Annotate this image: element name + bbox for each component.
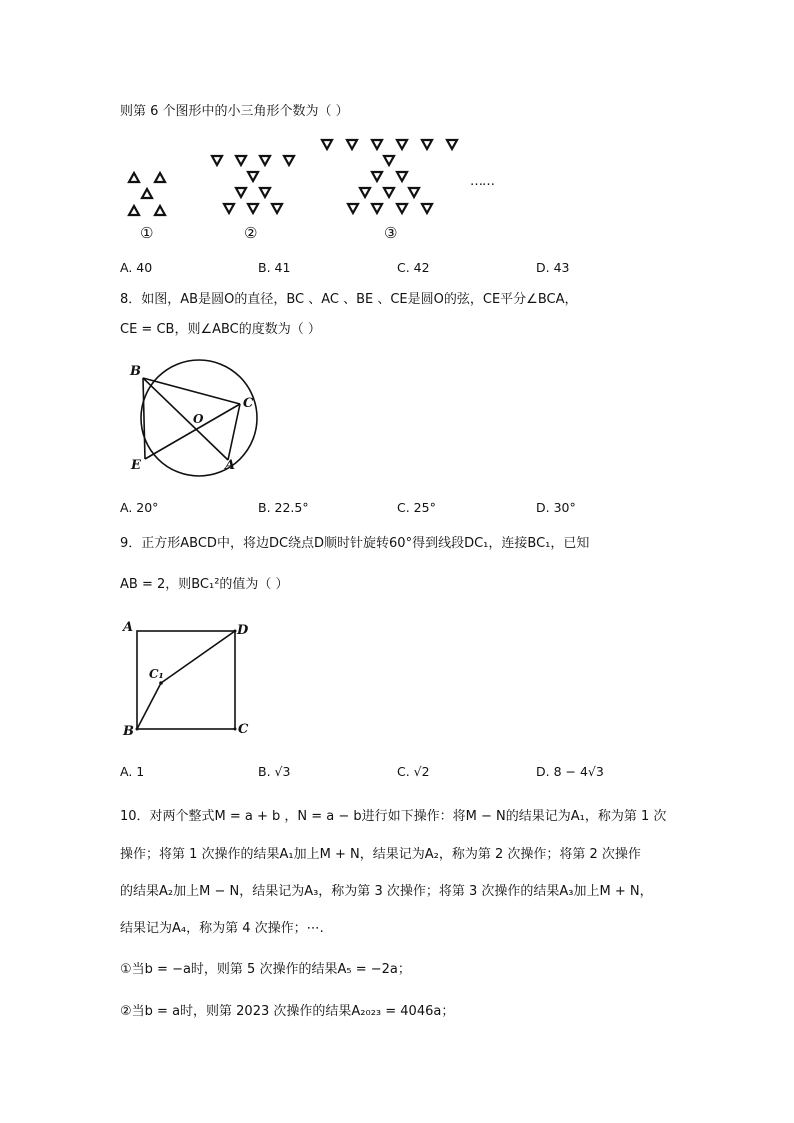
figure-label-3: ③ (384, 224, 398, 242)
label-d: D (237, 623, 249, 638)
pattern-2 (212, 156, 294, 213)
label-e: E (131, 458, 141, 473)
q7-option-d: D. 43 (536, 260, 570, 275)
q10-statement-1: ①当b = −a时，则第 5 次操作的结果A₅ = −2a； (120, 962, 411, 977)
q10-line-1: 10．对两个整式M = a + b ，N = a − b进行如下操作：将M − N的结果记为A₁，称为第 1 次 (120, 809, 667, 824)
pattern-1 (129, 173, 165, 215)
circle-figure (120, 352, 270, 482)
q7-stem: 则第 6 个图形中的小三角形个数为（ ） (120, 104, 349, 119)
triangle-pattern-figure (120, 130, 520, 245)
q8-option-c: C. 25° (397, 500, 436, 515)
q7-option-c: C. 42 (397, 260, 430, 275)
q10-statement-2: ②当b = a时，则第 2023 次操作的结果A₂₀₂₃ = 4046a； (120, 1004, 455, 1019)
q9-line-2: AB = 2，则BC₁²的值为（ ） (120, 577, 289, 592)
q7-option-a: A. 40 (120, 260, 153, 275)
label-b: B (130, 364, 141, 379)
label-c: C (243, 396, 254, 411)
figure-label-2: ② (244, 224, 258, 242)
label-c: C (238, 722, 249, 737)
q10-line-3: 的结果A₂加上M − N，结果记为A₃，称为第 3 次操作；将第 3 次操作的结果A₃加上M + N， (120, 884, 653, 899)
q9-option-c: C. √2 (397, 764, 430, 779)
label-c1: C₁ (149, 667, 164, 681)
q8-line-2: CE = CB，则∠ABC的度数为（ ） (120, 322, 321, 337)
label-a: A (225, 458, 236, 473)
q8-line-1: 8．如图，AB是圆O的直径，BC 、AC 、BE 、CE是圆O的弦，CE平分∠BCA， (120, 292, 578, 307)
ellipsis: …… (470, 174, 494, 189)
q10-line-4: 结果记为A₄，称为第 4 次操作；⋯. (120, 921, 324, 936)
label-o: O (193, 412, 204, 426)
label-b: B (123, 724, 134, 739)
q9-line-1: 9．正方形ABCD中，将边DC绕点D顺时针旋转60°得到线段DC₁，连接BC₁，已知 (120, 536, 590, 551)
q9-option-d: D. 8 − 4√3 (536, 764, 604, 779)
q8-option-d: D. 30° (536, 500, 576, 515)
q9-option-b: B. √3 (258, 764, 291, 779)
label-a: A (123, 620, 134, 635)
pattern-3 (322, 140, 457, 213)
square-figure (120, 618, 260, 743)
figure-label-1: ① (140, 224, 154, 242)
q10-line-2: 操作；将第 1 次操作的结果A₁加上M + N，结果记为A₂，称为第 2 次操作；将第 2 次操作 (120, 847, 641, 862)
q8-option-b: B. 22.5° (258, 500, 309, 515)
q9-option-a: A. 1 (120, 764, 145, 779)
q8-option-a: A. 20° (120, 500, 159, 515)
q7-option-b: B. 41 (258, 260, 291, 275)
